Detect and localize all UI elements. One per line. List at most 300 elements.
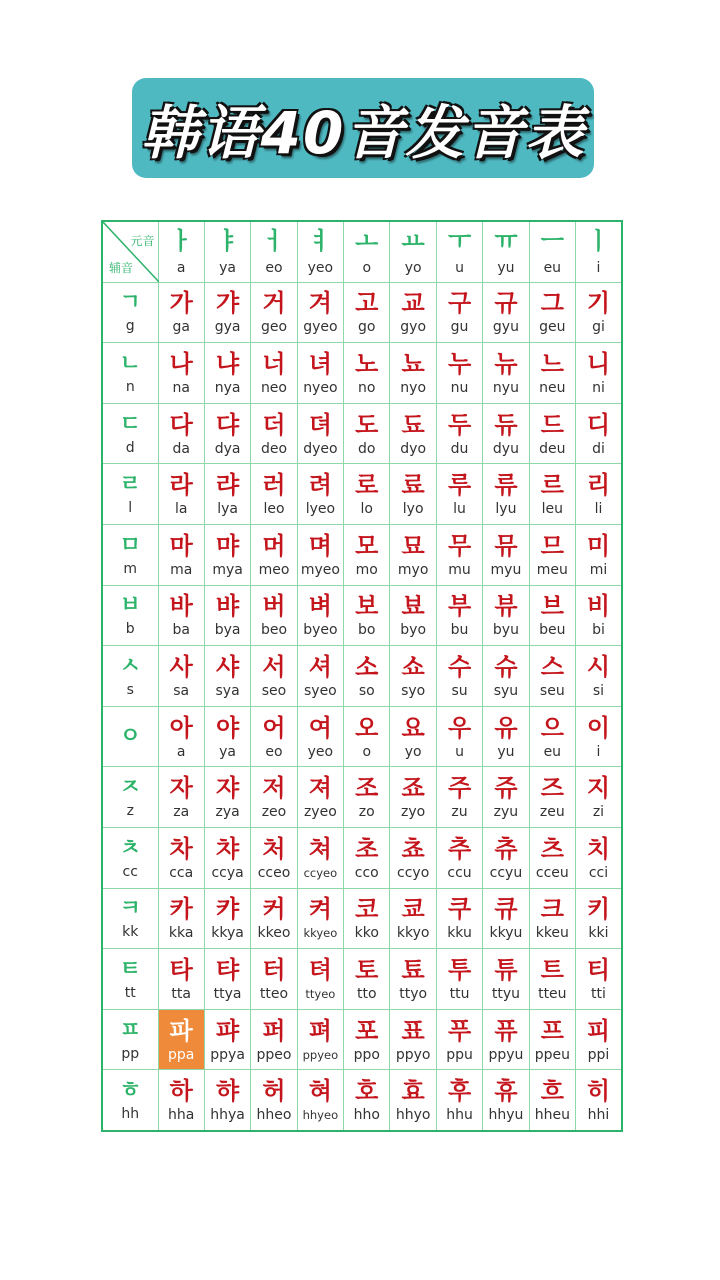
- syllable-romanization: di: [592, 440, 605, 457]
- syllable: 이: [586, 713, 611, 742]
- syllable-romanization: beu: [539, 622, 566, 639]
- syllable-romanization: leu: [541, 501, 564, 518]
- syllable-cell: [158, 949, 204, 1010]
- syllable-romanization: dya: [214, 440, 241, 457]
- syllable-cell: [529, 343, 575, 404]
- syllable-romanization: u: [455, 743, 464, 760]
- syllable: 그: [540, 289, 564, 318]
- syllable: 기: [586, 289, 611, 318]
- syllable-romanization: eo: [265, 743, 283, 760]
- syllable-cell: [297, 888, 343, 949]
- syllable: 슈: [494, 652, 518, 681]
- syllable-cell: [483, 585, 529, 646]
- syllable: 겨: [308, 289, 332, 318]
- syllable: 초: [355, 834, 379, 863]
- consonant-jamo: ㄹ: [119, 472, 141, 498]
- syllable: 다: [169, 410, 193, 439]
- syllable-cell: [158, 888, 204, 949]
- syllable-cell: [483, 827, 529, 888]
- consonant-header-cell: [102, 827, 158, 888]
- syllable-cell: [251, 706, 297, 767]
- syllable-romanization: zu: [451, 804, 468, 821]
- vowel-romanization: ya: [219, 259, 237, 276]
- syllable-cell: [576, 403, 622, 464]
- syllable-romanization: du: [450, 440, 469, 457]
- syllable: 큐: [494, 895, 518, 924]
- syllable-cell: [297, 827, 343, 888]
- consonant-romanization: b: [125, 621, 135, 638]
- syllable-romanization: do: [358, 440, 376, 457]
- syllable: 뎌: [308, 410, 332, 439]
- consonant-jamo: ㅅ: [119, 653, 141, 679]
- syllable: 노: [355, 349, 379, 378]
- syllable-romanization: sa: [173, 682, 190, 699]
- syllable: 바: [169, 592, 193, 621]
- syllable-cell: [251, 585, 297, 646]
- syllable-romanization: so: [358, 682, 375, 699]
- vowel-jamo: ㅑ: [215, 226, 240, 255]
- syllable: 류: [494, 471, 518, 500]
- syllable-romanization: kko: [354, 925, 379, 942]
- syllable-cell: [251, 767, 297, 828]
- syllable: 댜: [215, 410, 240, 439]
- consonant-romanization: pp: [121, 1045, 140, 1062]
- syllable-cell: [390, 585, 436, 646]
- syllable: 효: [401, 1077, 425, 1106]
- consonant-romanization: z: [126, 803, 134, 820]
- syllable: 며: [308, 531, 332, 560]
- syllable-romanization: cci: [588, 864, 609, 881]
- syllable-cell: [158, 646, 204, 707]
- syllable-cell: [158, 706, 204, 767]
- syllable: 려: [308, 471, 332, 500]
- syllable-cell: [344, 706, 390, 767]
- syllable-cell: [204, 1070, 250, 1131]
- vowel-header-cell: [436, 221, 482, 282]
- syllable: 무: [447, 531, 472, 560]
- syllable: 추: [447, 834, 472, 863]
- syllable: 듀: [494, 410, 518, 439]
- table-row: [102, 706, 622, 767]
- syllable-romanization: ppyu: [488, 1046, 524, 1063]
- syllable: 나: [169, 349, 193, 378]
- consonant-romanization: kk: [122, 924, 139, 941]
- syllable-cell: [204, 888, 250, 949]
- syllable-cell: [483, 767, 529, 828]
- syllable-cell: [529, 1070, 575, 1131]
- syllable-cell: [390, 403, 436, 464]
- syllable-cell: [483, 888, 529, 949]
- vowel-header-cell: [251, 221, 297, 282]
- syllable-cell: [344, 585, 390, 646]
- syllable: 펴: [308, 1016, 332, 1045]
- syllable-romanization: bo: [358, 622, 376, 639]
- syllable-romanization: geo: [260, 319, 288, 336]
- syllable: 로: [355, 471, 379, 500]
- consonant-header-cell: [102, 646, 158, 707]
- syllable-cell: [344, 1070, 390, 1131]
- syllable-romanization: byu: [492, 622, 519, 639]
- syllable: 유: [494, 713, 518, 742]
- syllable: 샤: [215, 652, 240, 681]
- syllable-cell: [344, 888, 390, 949]
- syllable-romanization: ppyeo: [302, 1047, 339, 1062]
- syllable-cell: [483, 949, 529, 1010]
- syllable: 됴: [401, 410, 425, 439]
- syllable-cell: [390, 949, 436, 1010]
- syllable: 쿄: [401, 895, 425, 924]
- syllable: 툐: [401, 955, 425, 984]
- syllable: 뉴: [494, 349, 518, 378]
- syllable-cell: [483, 282, 529, 343]
- syllable-cell: [576, 282, 622, 343]
- syllable-romanization: ccyu: [489, 864, 523, 881]
- syllable: 랴: [215, 471, 240, 500]
- syllable: 라: [169, 471, 193, 500]
- syllable-cell: [204, 403, 250, 464]
- syllable-cell: [576, 767, 622, 828]
- syllable-romanization: lo: [360, 501, 373, 518]
- syllable-cell: [204, 767, 250, 828]
- syllable-romanization: kku: [447, 925, 472, 942]
- consonant-romanization: n: [125, 378, 135, 395]
- syllable-romanization: mya: [212, 561, 243, 578]
- syllable: 갸: [215, 289, 240, 318]
- syllable-romanization: gyeo: [303, 319, 338, 336]
- consonant-header-cell: [102, 464, 158, 525]
- syllable-cell: [297, 464, 343, 525]
- syllable-cell: [297, 403, 343, 464]
- syllable-cell: [251, 403, 297, 464]
- consonant-romanization: cc: [122, 863, 138, 880]
- syllable-cell: [390, 282, 436, 343]
- consonant-header-cell: [102, 1070, 158, 1131]
- syllable-romanization: hhyeo: [302, 1108, 339, 1123]
- syllable-cell: [344, 464, 390, 525]
- syllable: 허: [262, 1077, 286, 1106]
- syllable-romanization: yo: [404, 743, 422, 760]
- syllable-cell: [483, 403, 529, 464]
- vowel-jamo: ㅠ: [494, 226, 518, 255]
- syllable-cell: [204, 1009, 250, 1070]
- syllable-cell: [483, 646, 529, 707]
- syllable-romanization: ttu: [449, 985, 470, 1002]
- syllable: 거: [262, 289, 286, 318]
- syllable-romanization: da: [172, 440, 190, 457]
- syllable: 가: [169, 289, 193, 318]
- syllable-cell: [251, 949, 297, 1010]
- syllable: 저: [262, 774, 286, 803]
- consonant-romanization: hh: [121, 1106, 140, 1123]
- syllable-cell: [158, 524, 204, 585]
- syllable: 뵤: [401, 592, 425, 621]
- syllable-romanization: bya: [214, 622, 241, 639]
- consonant-header-cell: [102, 403, 158, 464]
- syllable: 표: [401, 1016, 425, 1045]
- table-row: [102, 585, 622, 646]
- syllable-cell: [390, 1009, 436, 1070]
- syllable-romanization: hhu: [446, 1107, 473, 1124]
- syllable-romanization: tta: [171, 985, 191, 1002]
- syllable: 구: [447, 289, 472, 318]
- syllable: 져: [308, 774, 332, 803]
- syllable-cell: [576, 706, 622, 767]
- syllable: 지: [586, 774, 611, 803]
- table-row: [102, 282, 622, 343]
- syllable-cell: [436, 888, 482, 949]
- syllable-cell: [436, 524, 482, 585]
- syllable: 트: [540, 955, 564, 984]
- syllable-romanization: la: [174, 501, 188, 518]
- table-row: [102, 343, 622, 404]
- syllable-romanization: geu: [539, 319, 566, 336]
- syllable-romanization: ppu: [446, 1046, 473, 1063]
- syllable-romanization: gu: [450, 319, 469, 336]
- syllable: 미: [586, 531, 611, 560]
- syllable-cell: [529, 646, 575, 707]
- syllable: 타: [169, 955, 193, 984]
- syllable-cell: [251, 827, 297, 888]
- syllable-romanization: kkya: [211, 925, 244, 942]
- vowel-jamo: ㅓ: [262, 226, 286, 255]
- syllable: 사: [169, 652, 193, 681]
- syllable: 도: [355, 410, 379, 439]
- syllable-cell: [576, 464, 622, 525]
- syllable-cell: [436, 1009, 482, 1070]
- syllable-romanization: ppo: [353, 1046, 380, 1063]
- consonant-header-cell: [102, 767, 158, 828]
- consonant-jamo: ㅋ: [119, 896, 141, 922]
- consonant-header-cell: [102, 282, 158, 343]
- syllable-cell: [436, 1070, 482, 1131]
- syllable: 죠: [401, 774, 425, 803]
- vowel-romanization: yu: [497, 259, 515, 276]
- syllable-cell: [529, 827, 575, 888]
- syllable-romanization: neu: [539, 379, 566, 396]
- syllable-cell: [436, 949, 482, 1010]
- syllable-cell: [204, 706, 250, 767]
- syllable-romanization: lya: [217, 501, 238, 518]
- syllable: 브: [540, 592, 564, 621]
- vowel-jamo: ㅕ: [308, 226, 332, 255]
- syllable: 므: [540, 531, 564, 560]
- syllable-romanization: hhyo: [395, 1107, 431, 1124]
- syllable-romanization: mo: [355, 561, 378, 578]
- syllable-romanization: dyeo: [303, 440, 338, 457]
- syllable-romanization: hha: [168, 1107, 195, 1124]
- vowel-jamo: ㅣ: [586, 226, 611, 255]
- syllable: 규: [494, 289, 518, 318]
- syllable-cell: [297, 1009, 343, 1070]
- syllable: 먀: [215, 531, 240, 560]
- consonant-header-cell: [102, 1009, 158, 1070]
- vowel-romanization: o: [362, 259, 372, 276]
- syllable-cell: [158, 1009, 204, 1070]
- syllable: 묘: [401, 531, 425, 560]
- syllable-romanization: zyo: [401, 804, 426, 821]
- table-row: [102, 767, 622, 828]
- syllable-cell: [576, 1070, 622, 1131]
- syllable: 휴: [494, 1077, 518, 1106]
- syllable-romanization: tti: [591, 985, 606, 1002]
- syllable: 느: [540, 349, 564, 378]
- syllable-romanization: ttyeo: [305, 986, 336, 1001]
- syllable-romanization: hhi: [587, 1107, 610, 1124]
- syllable-romanization: seo: [261, 682, 287, 699]
- syllable-cell: [529, 888, 575, 949]
- consonant-romanization: m: [123, 560, 138, 577]
- syllable-cell: [158, 403, 204, 464]
- syllable-cell: [344, 282, 390, 343]
- syllable: 즈: [540, 774, 564, 803]
- syllable-romanization: za: [173, 804, 190, 821]
- syllable-romanization: dyo: [400, 440, 427, 457]
- syllable: 벼: [308, 592, 332, 621]
- syllable-romanization: dyu: [492, 440, 519, 457]
- syllable-romanization: hhya: [210, 1107, 245, 1124]
- table-row: [102, 1070, 622, 1131]
- vowel-jamo: ㅡ: [540, 226, 564, 255]
- syllable: 햐: [215, 1077, 240, 1106]
- syllable: 쟈: [215, 774, 240, 803]
- syllable-cell: [251, 1009, 297, 1070]
- syllable-cell: [204, 343, 250, 404]
- syllable-romanization: si: [592, 682, 605, 699]
- syllable-cell: [251, 343, 297, 404]
- syllable-cell: [297, 282, 343, 343]
- syllable: 리: [586, 471, 611, 500]
- vowel-romanization: yeo: [307, 259, 334, 276]
- vowel-header-cell: [158, 221, 204, 282]
- syllable-romanization: myeo: [300, 561, 340, 578]
- syllable-romanization: ba: [172, 622, 190, 639]
- syllable-romanization: yeo: [307, 743, 334, 760]
- table-row: [102, 403, 622, 464]
- vowel-jamo: ㅛ: [401, 226, 425, 255]
- consonant-jamo: ㅇ: [119, 723, 141, 749]
- syllable-cell: [390, 1070, 436, 1131]
- syllable-cell: [576, 827, 622, 888]
- consonant-jamo: ㅍ: [119, 1017, 141, 1043]
- syllable: 주: [447, 774, 472, 803]
- syllable-romanization: kkeo: [257, 925, 291, 942]
- syllable: 부: [447, 592, 472, 621]
- table-row: [102, 949, 622, 1010]
- syllable-cell: [576, 949, 622, 1010]
- syllable-romanization: bi: [592, 622, 605, 639]
- syllable-cell: [529, 767, 575, 828]
- syllable-romanization: gyu: [492, 319, 519, 336]
- syllable: 츄: [494, 834, 518, 863]
- syllable-romanization: ppi: [587, 1046, 610, 1063]
- syllable: 야: [215, 713, 240, 742]
- syllable: 자: [169, 774, 193, 803]
- syllable-romanization: ccyo: [397, 864, 430, 881]
- syllable-romanization: i: [596, 743, 601, 760]
- syllable-romanization: byo: [400, 622, 427, 639]
- syllable-cell: [529, 706, 575, 767]
- syllable-romanization: kkyeo: [303, 926, 338, 941]
- table-row: [102, 888, 622, 949]
- syllable-cell: [436, 282, 482, 343]
- syllable-romanization: cceu: [535, 864, 569, 881]
- syllable-cell: [204, 949, 250, 1010]
- syllable-romanization: kki: [588, 925, 609, 942]
- syllable: 아: [169, 713, 193, 742]
- syllable: 후: [447, 1077, 472, 1106]
- table-row: [102, 524, 622, 585]
- consonant-jamo: ㅌ: [119, 956, 141, 982]
- syllable-romanization: nyeo: [303, 379, 338, 396]
- syllable-cell: [158, 767, 204, 828]
- syllable-cell: [251, 282, 297, 343]
- syllable: 녀: [308, 349, 332, 378]
- syllable: 포: [355, 1016, 379, 1045]
- syllable-cell: [483, 706, 529, 767]
- vowel-header-cell: [344, 221, 390, 282]
- syllable-cell: [158, 827, 204, 888]
- syllable-romanization: yu: [497, 743, 515, 760]
- syllable: 수: [447, 652, 472, 681]
- syllable-romanization: meu: [536, 561, 568, 578]
- syllable: 캬: [215, 895, 240, 924]
- syllable: 퍄: [215, 1016, 240, 1045]
- syllable-romanization: gya: [214, 319, 241, 336]
- syllable-cell: [390, 706, 436, 767]
- consonant-header-cell: [102, 585, 158, 646]
- syllable-cell: [297, 343, 343, 404]
- syllable: 투: [447, 955, 472, 984]
- syllable: 으: [540, 713, 564, 742]
- syllable: 스: [540, 652, 564, 681]
- syllable: 어: [262, 713, 286, 742]
- syllable: 쇼: [401, 652, 425, 681]
- consonant-jamo: ㄱ: [119, 290, 141, 316]
- pronunciation-table: [101, 220, 623, 1132]
- syllable-romanization: nyo: [400, 379, 427, 396]
- syllable: 소: [355, 652, 379, 681]
- syllable-romanization: ppa: [168, 1046, 195, 1063]
- syllable-romanization: ni: [592, 379, 605, 396]
- syllable: 토: [355, 955, 379, 984]
- syllable: 크: [540, 895, 564, 924]
- syllable-romanization: lyeo: [305, 501, 336, 518]
- syllable-cell: [390, 524, 436, 585]
- syllable: 냐: [215, 349, 240, 378]
- consonant-jamo: ㄴ: [119, 350, 141, 376]
- syllable-cell: [344, 343, 390, 404]
- syllable: 흐: [540, 1077, 564, 1106]
- syllable-romanization: su: [451, 682, 468, 699]
- syllable-romanization: myu: [490, 561, 522, 578]
- syllable-cell: [344, 646, 390, 707]
- syllable-cell: [344, 767, 390, 828]
- syllable-romanization: ccyeo: [303, 865, 338, 880]
- syllable-cell: [344, 827, 390, 888]
- syllable-cell: [576, 646, 622, 707]
- syllable-cell: [529, 403, 575, 464]
- syllable-cell: [529, 585, 575, 646]
- syllable: 여: [308, 713, 332, 742]
- syllable-cell: [344, 524, 390, 585]
- syllable: 뱌: [215, 592, 240, 621]
- syllable-romanization: mu: [448, 561, 471, 578]
- syllable-cell: [390, 343, 436, 404]
- syllable-romanization: hhyu: [488, 1107, 524, 1124]
- syllable-cell: [251, 464, 297, 525]
- syllable: 료: [401, 471, 425, 500]
- vowel-header-row: [102, 221, 622, 282]
